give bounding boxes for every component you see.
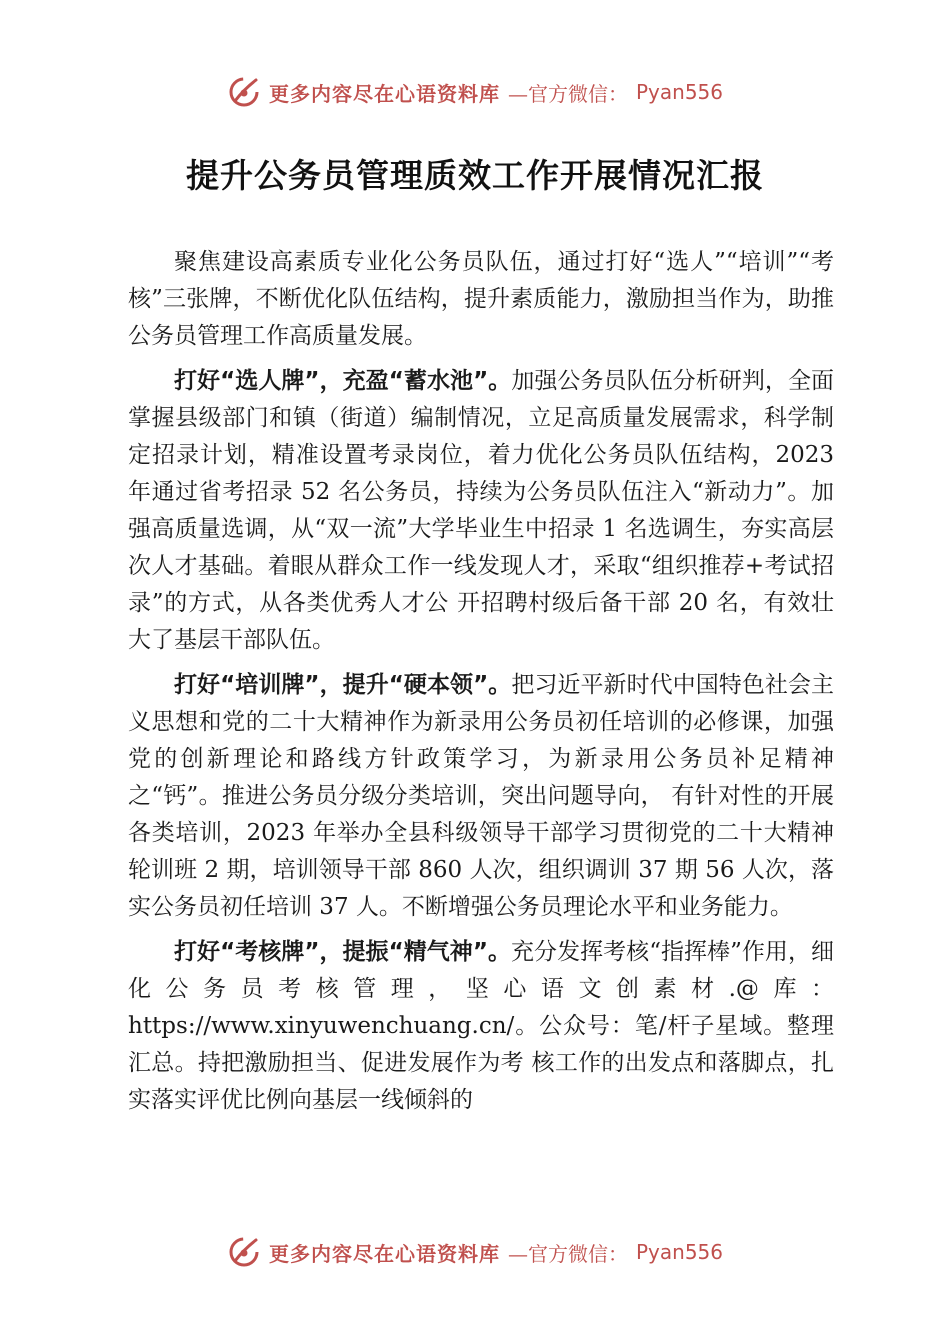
footer-watermark-banner [0, 1232, 950, 1272]
paragraph-lead: 打好“选人牌”，充盈“蓄水池”。 [174, 368, 512, 394]
banner-wechat-id: Pyan556 [635, 1240, 723, 1264]
paragraph-training [128, 667, 834, 926]
brush-logo-icon [227, 75, 261, 109]
paragraph-text: 充分发挥考核“指挥棒”作用，细化公务员考核管理，坚心语文创素材.@库：https://www.xinyuwenchuang.cn/。公众号：笔/杆子星域。整理汇总。持把激励担当、促进发展作为考 核工作的出发点和落脚点，扎实落实评优比例向基层一线倾斜的 [128, 939, 834, 1113]
paragraph-lead: 打好“培训牌”，提升“硬本领”。 [174, 672, 512, 698]
brush-logo-icon [227, 1235, 261, 1269]
paragraph-lead: 打好“考核牌”，提振“精气神”。 [174, 939, 511, 965]
paragraph-text: 把习近平新时代中国特色社会主义思想和党的二十大精神作为新录用公务员初任培训的必修课，加强党的创新理论和路线方针政策学习，为新录用公务员补足精神之“钙”。推进公务员分级分类培训，突出问题导向， 有针对性的开展各类培训，2023 年举办全县科级领导干部学习贯彻党的二十大精神轮训班 2 期，培训领导干部 860 人次，组织调训 37 期 56 人次，落实公务员初任培训 37 人。不断增强公务员理论水平和业务能力。 [128, 672, 834, 920]
header-watermark-banner [0, 72, 950, 112]
banner-wechat-id: Pyan556 [635, 80, 723, 104]
banner-text: 更多内容尽在心语资料库 [268, 1241, 500, 1266]
banner-text: 更多内容尽在心语资料库 [268, 81, 500, 106]
document-title: 提升公务员管理质效工作开展情况汇报 [186, 156, 764, 195]
paragraph-selection [128, 363, 834, 659]
paragraph-text: 聚焦建设高素质专业化公务员队伍，通过打好“选人”“培训”“考核”三张牌，不断优化队伍结构，提升素质能力，激励担当作为，助推公务员管理工作高质量发展。 [128, 249, 834, 349]
banner-separator: —官方微信： [507, 1241, 628, 1266]
banner-separator: —官方微信： [507, 81, 628, 106]
paragraph-assessment [128, 934, 834, 1119]
paragraph-intro [128, 244, 834, 355]
document-body [128, 244, 834, 1119]
paragraph-text: 加强公务员队伍分析研判，全面掌握县级部门和镇（街道）编制情况，立足高质量发展需求，科学制定招录计划，精准设置考录岗位，着力优化公务员队伍结构，2023 年通过省考招录 52 名公务员，持续为公务员队伍注入“新动力”。加强高质量选调，从“双一流”大学毕业生中招录 1 名选调生，夯实高层次人才基础。着眼从群众工作一线发现人才，采取“组织推荐+考试招录”的方式，从各类优秀人才公 开招聘村级后备干部 20 名，有效壮大了基层干部队伍。 [128, 368, 834, 653]
